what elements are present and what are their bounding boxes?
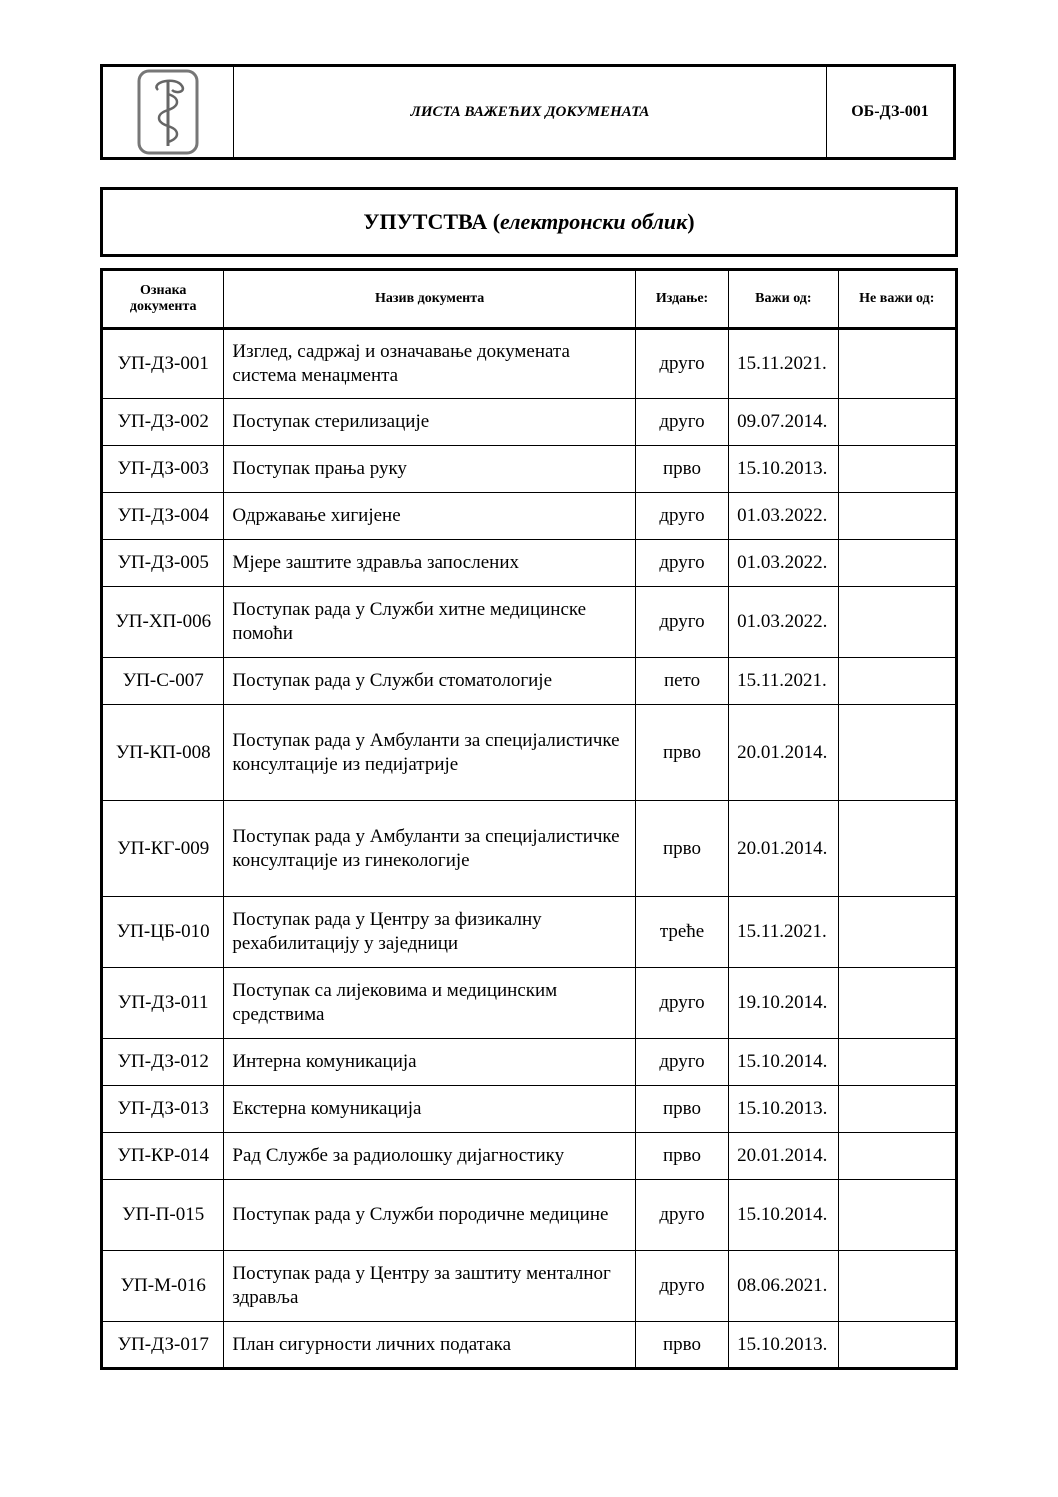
edition-cell: треће — [635, 897, 728, 968]
document-code-cell: УП-ДЗ-003 — [102, 446, 224, 493]
invalid-from-cell — [838, 1086, 956, 1133]
document-name-cell: План сигурности личних података — [224, 1322, 635, 1369]
document-name-cell: Екстерна комуникација — [224, 1086, 635, 1133]
document-code-cell: УП-М-016 — [102, 1251, 224, 1322]
document-code-cell: УП-ДЗ-001 — [102, 329, 224, 399]
table-header-row — [102, 270, 957, 329]
header-edition: Издање: — [635, 270, 728, 329]
logo — [103, 67, 234, 157]
invalid-from-cell — [838, 897, 956, 968]
table-row — [102, 1322, 957, 1369]
invalid-from-cell — [838, 968, 956, 1039]
document-code-cell: УП-КП-008 — [102, 705, 224, 801]
invalid-from-cell — [838, 1180, 956, 1251]
valid-from-cell: 15.10.2014. — [729, 1180, 838, 1251]
edition-cell: пето — [635, 658, 728, 705]
invalid-from-cell — [838, 1133, 956, 1180]
edition-cell: прво — [635, 446, 728, 493]
table-row — [102, 446, 957, 493]
valid-from-cell: 01.03.2022. — [729, 587, 838, 658]
invalid-from-cell — [838, 540, 956, 587]
table-row — [102, 1086, 957, 1133]
document-name-cell: Изглед, садржај и означавање докумената система менаџмента — [224, 329, 635, 399]
document-code-cell: УП-ДЗ-002 — [102, 399, 224, 446]
invalid-from-cell — [838, 587, 956, 658]
header-valid-from: Важи од: — [729, 270, 838, 329]
table-row — [102, 1039, 957, 1086]
edition-cell: прво — [635, 1133, 728, 1180]
valid-from-cell: 01.03.2022. — [729, 540, 838, 587]
table-row — [102, 1180, 957, 1251]
edition-cell: друго — [635, 587, 728, 658]
section-title-italic: електронски облик — [500, 209, 688, 234]
document-code-cell: УП-ДЗ-004 — [102, 493, 224, 540]
document-name-cell: Поступак рада у Амбуланти за специјалистичке консултације из гинекологије — [224, 801, 635, 897]
caduceus-icon — [136, 68, 200, 156]
table-row — [102, 705, 957, 801]
document-name-cell: Поступак прања руку — [224, 446, 635, 493]
document-code-cell: УП-ЦБ-010 — [102, 897, 224, 968]
edition-cell: прво — [635, 705, 728, 801]
section-title-end: ) — [687, 209, 695, 234]
document-name-cell: Поступак рада у Амбуланти за специјалистичке консултације из педијатрије — [224, 705, 635, 801]
valid-from-cell: 15.11.2021. — [729, 329, 838, 399]
document-code-cell: УП-ДЗ-017 — [102, 1322, 224, 1369]
table-row — [102, 658, 957, 705]
edition-cell: друго — [635, 1251, 728, 1322]
table-row — [102, 493, 957, 540]
valid-from-cell: 19.10.2014. — [729, 968, 838, 1039]
header-invalid-from: Не важи од: — [838, 270, 956, 329]
table-row — [102, 329, 957, 399]
table-row — [102, 399, 957, 446]
valid-from-cell: 15.11.2021. — [729, 658, 838, 705]
valid-from-cell: 15.10.2014. — [729, 1039, 838, 1086]
document-name-cell: Поступак рада у Служби хитне медицинске помоћи — [224, 587, 635, 658]
invalid-from-cell — [838, 1039, 956, 1086]
document-code: ОБ-ДЗ-001 — [851, 103, 929, 120]
edition-cell: друго — [635, 493, 728, 540]
document-name-cell: Поступак стерилизације — [224, 399, 635, 446]
invalid-from-cell — [838, 801, 956, 897]
invalid-from-cell — [838, 493, 956, 540]
invalid-from-cell — [838, 446, 956, 493]
section-title — [100, 187, 958, 257]
section-title-bold: УПУТСТВА ( — [363, 209, 501, 234]
document-name-cell: Поступак рада у Служби стоматологије — [224, 658, 635, 705]
edition-cell: прво — [635, 1086, 728, 1133]
document-name-cell: Одржавање хигијене — [224, 493, 635, 540]
valid-from-cell: 15.10.2013. — [729, 1086, 838, 1133]
valid-from-cell: 20.01.2014. — [729, 705, 838, 801]
valid-from-cell: 08.06.2021. — [729, 1251, 838, 1322]
edition-cell: друго — [635, 1039, 728, 1086]
table-row — [102, 1251, 957, 1322]
invalid-from-cell — [838, 399, 956, 446]
document-code-cell: УП-С-007 — [102, 658, 224, 705]
valid-from-cell: 15.10.2013. — [729, 1322, 838, 1369]
table-row — [102, 1133, 957, 1180]
edition-cell: друго — [635, 399, 728, 446]
document-code-cell: УП-ДЗ-005 — [102, 540, 224, 587]
document-code-cell: УП-ДЗ-011 — [102, 968, 224, 1039]
document-code-cell: УП-ДЗ-012 — [102, 1039, 224, 1086]
document-code-cell: УП-КР-014 — [102, 1133, 224, 1180]
invalid-from-cell — [838, 1322, 956, 1369]
document-code-cell: УП-КГ-009 — [102, 801, 224, 897]
document-header — [100, 64, 956, 160]
invalid-from-cell — [838, 705, 956, 801]
edition-cell: прво — [635, 1322, 728, 1369]
invalid-from-cell — [838, 329, 956, 399]
documents-table — [100, 268, 958, 1370]
edition-cell: друго — [635, 1180, 728, 1251]
document-name-cell: Поступак рада у Центру за физикалну рехабилитацију у заједници — [224, 897, 635, 968]
document-name-cell: Мјере заштите здравља запослених — [224, 540, 635, 587]
list-title: ЛИСТА ВАЖЕЋИХ ДОКУМЕНАТА — [234, 67, 827, 157]
table-row — [102, 587, 957, 658]
document-name-cell: Рад Службе за радиолошку дијагностику — [224, 1133, 635, 1180]
edition-cell: прво — [635, 801, 728, 897]
valid-from-cell: 01.03.2022. — [729, 493, 838, 540]
valid-from-cell: 20.01.2014. — [729, 1133, 838, 1180]
header-code: Ознака документа — [102, 270, 224, 329]
invalid-from-cell — [838, 1251, 956, 1322]
document-name-cell: Поступак рада у Служби породичне медицине — [224, 1180, 635, 1251]
document-code-cell: УП-ДЗ-013 — [102, 1086, 224, 1133]
document-name-cell: Интерна комуникација — [224, 1039, 635, 1086]
header-name: Назив документа — [224, 270, 635, 329]
valid-from-cell: 15.11.2021. — [729, 897, 838, 968]
document-code-cell: УП-ХП-006 — [102, 587, 224, 658]
invalid-from-cell — [838, 658, 956, 705]
table-row — [102, 540, 957, 587]
valid-from-cell: 20.01.2014. — [729, 801, 838, 897]
edition-cell: друго — [635, 540, 728, 587]
edition-cell: друго — [635, 968, 728, 1039]
document-name-cell: Поступак са лијековима и медицинским средствима — [224, 968, 635, 1039]
table-row — [102, 897, 957, 968]
document-name-cell: Поступак рада у Центру за заштиту менталног здравља — [224, 1251, 635, 1322]
valid-from-cell: 15.10.2013. — [729, 446, 838, 493]
valid-from-cell: 09.07.2014. — [729, 399, 838, 446]
table-row — [102, 801, 957, 897]
document-code-cell: УП-П-015 — [102, 1180, 224, 1251]
edition-cell: друго — [635, 329, 728, 399]
table-row — [102, 968, 957, 1039]
